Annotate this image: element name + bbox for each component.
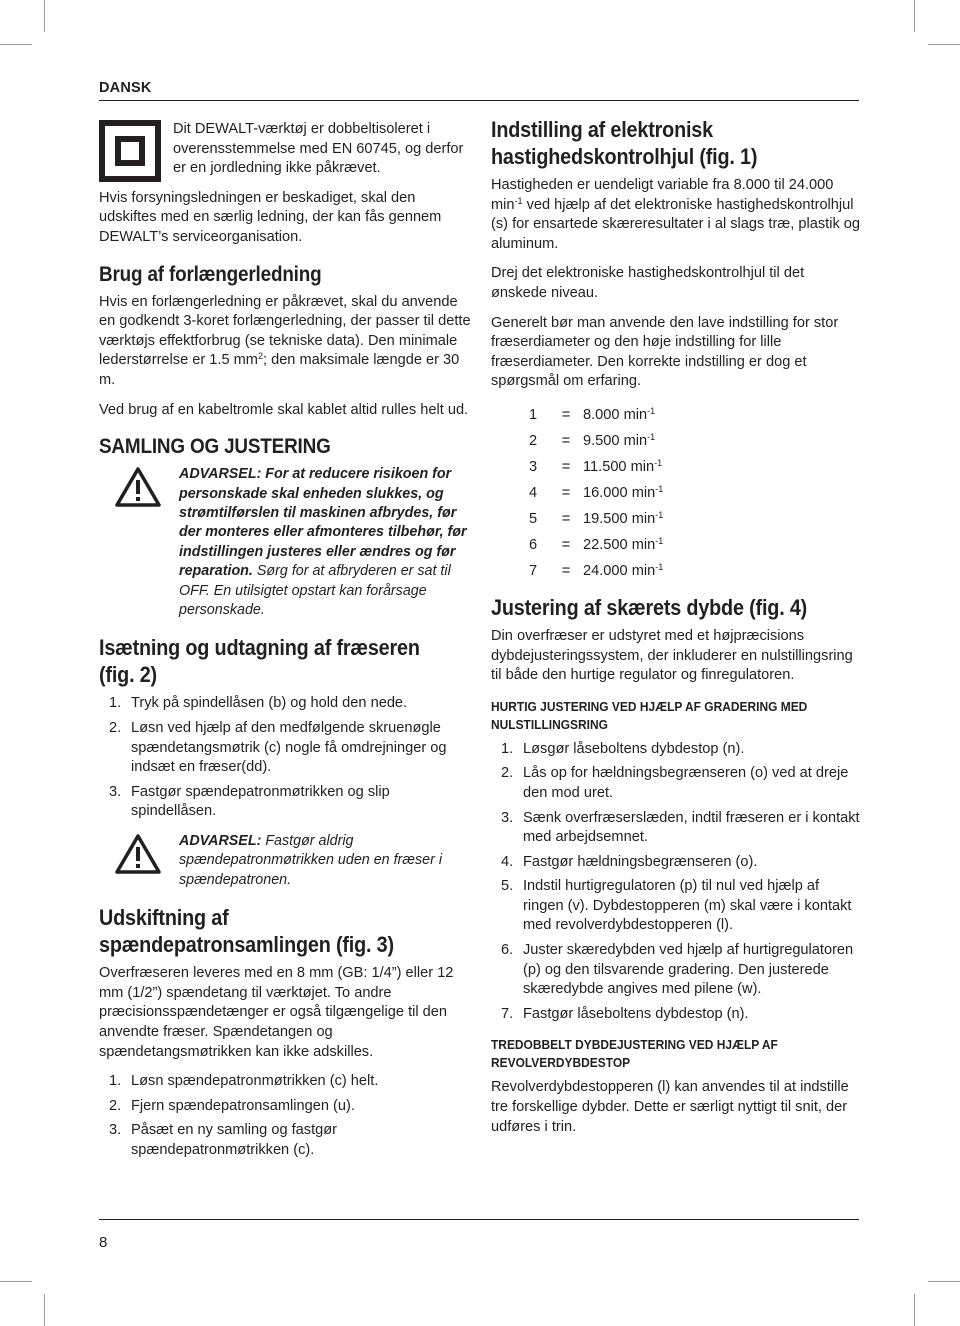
depth-heading: Justering af skærets dybde (fig. 4) xyxy=(491,594,808,620)
crop-mark xyxy=(44,1294,45,1326)
list-item: 2. Løsn ved hjælp af den medfølgende skruenøgle spændetangsmøtrik (c) nogle få omdrejninger og indsæt en fræser(dd). xyxy=(109,719,447,776)
left-column xyxy=(99,114,471,1171)
speed-paragraph-3: Generelt bør man anvende den lave indstilling for stor fræserdiameter og den høje indstilling for lille fræserdiameter. Den korrekte indstilling er dog et spørgsmål om erfaring. xyxy=(491,314,839,390)
collet-heading: Udskiftning af spændepatronsamlingen (fig. 3) xyxy=(99,905,394,958)
list-item: 2. Lås op for hældningsbegrænseren (o) ved at dreje den mod uret. xyxy=(501,765,849,801)
list-item: 3. Fastgør spændepatronmøtrikken og slip spindellåsen. xyxy=(109,783,390,820)
speed-paragraph: Hastigheden er uendeligt variable fra 8.000 til 24.000 $\min^{-1}$ ved hjælp af det elektroniske hastighedskontrolhjul (s) for ensartede skæreresultater i al slags træ, plastik og aluminum. xyxy=(491,177,861,252)
table-row: 2 = 9.500 $\min^{-1}$ xyxy=(529,431,656,449)
header-rule xyxy=(99,100,859,101)
cable-reel-paragraph: Ved brug af en kabeltromle skal kablet altid rulles helt ud. xyxy=(99,401,469,418)
insert-heading: Isætning og udtagning af fræseren (fig. 2) xyxy=(99,635,420,688)
double-insulation-icon xyxy=(99,120,161,182)
speed-table xyxy=(529,402,861,584)
table-row: 4 = 16.000 $\min^{-1}$ xyxy=(529,483,664,501)
table-row: 5 = 19.500 $\min^{-1}$ xyxy=(529,509,664,527)
list-item: 3. Påsæt en ny samling og fastgør spændepatronmøtrikken (c). xyxy=(109,1122,338,1158)
crop-mark xyxy=(0,44,32,45)
footer-rule xyxy=(99,1219,859,1220)
list-item: 1. Løsn spændepatronmøtrikken (c) helt. xyxy=(109,1073,379,1090)
assembly-warning-text: ADVARSEL: For at reducere risikoen for personskade skal enheden slukkes, og strømtilførslen til maskinen afbrydes, før der monteres eller afmonteres tilbehør, før indstillingen justeres eller ændres og før reparation. Sørg for at afbryderen er sat til OFF. En utilsigtet opstart kan forårsage personskade. xyxy=(179,466,467,618)
crop-mark xyxy=(914,0,915,32)
list-item: 3. Sænk overfræserslæden, indtil fræseren er i kontakt med arbejdsemnet. xyxy=(501,809,860,846)
crop-mark xyxy=(44,0,45,32)
insert-steps xyxy=(99,694,471,822)
collet-paragraph: Overfræseren leveres med en 8 mm (GB: 1/4”) eller 12 mm (1/2”) spændetang til værktøjet. To andre præcisionsspændetænger er også tilgængelige til den anvendte fræser. Spændetangen og spændetangsmøtrikken kan ikke adskilles. xyxy=(99,965,454,1060)
list-item: 6. Juster skæredybden ved hjælp af hurtigregulatoren (p) og den tilsvarende gradering. Den justerede skæredybde angives med pilene (w). xyxy=(501,942,854,998)
crop-mark xyxy=(928,1281,960,1282)
depth-paragraph: Din overfræser er udstyret med et højpræcisions dybdejusteringssystem, der inkluderer en nulstillingsring til både den hurtige regulator og finregulatoren. xyxy=(491,627,853,684)
list-item: 7. Fastgør låseboltens dybdestop (n). xyxy=(501,1005,749,1022)
table-row: 3 = 11.500 $\min^{-1}$ xyxy=(529,457,663,475)
right-column xyxy=(491,114,861,1147)
extension-paragraph: Hvis en forlængerledning er påkrævet, skal du anvende en godkendt 3-koret forlængerledning, der passer til dette værktøjs effektforbrug (se tekniske data). Den minimale lederstørrelse er 1.5 $mm^2$; den maksimale længde er 30 m. xyxy=(99,293,471,388)
collet-steps xyxy=(99,1072,471,1160)
assembly-warning xyxy=(99,465,471,620)
crop-mark xyxy=(928,44,960,45)
supply-cord-text: Hvis forsyningsledningen er beskadiget, skal den udskiftes med en særlig ledning, der kan fås gennem DEWALT’s serviceorganisation. xyxy=(99,189,442,245)
crop-mark xyxy=(914,1294,915,1326)
extension-heading: Brug af forlængerledning xyxy=(99,262,322,286)
double-insulation-text: Dit DEWALT-værktøj er dobbeltisoleret i overensstemmelse med EN 60745, og derfor er en jordledning ikke påkrævet. xyxy=(173,121,464,177)
table-row: 6 = 22.500 $\min^{-1}$ xyxy=(529,535,664,553)
table-row: 1 = 8.000 $\min^{-1}$ xyxy=(529,405,656,423)
insert-warning xyxy=(99,832,471,890)
depth-subheading-2: TREDOBBELT DYBDEJUSTERING VED HJÆLP AF REVOLVERDYBDESTOP xyxy=(491,1037,778,1071)
list-item: 5. Indstil hurtigregulatoren (p) til nul ved hjælp af ringen (v). Dybdestopperen (m) skal være i kontakt med revolverdybdestopperen (l). xyxy=(501,878,852,934)
revolver-paragraph: Revolverdybdestopperen (l) kan anvendes til at indstille tre forskellige dybder. Dette er særligt nyttigt til snit, der udføres i trin. xyxy=(491,1079,849,1135)
crop-mark xyxy=(0,1281,32,1282)
list-item: 1. Tryk på spindellåsen (b) og hold den nede. xyxy=(109,695,408,712)
depth-steps xyxy=(491,740,861,1025)
warning-triangle-icon xyxy=(115,467,161,507)
insert-warning-text: ADVARSEL: Fastgør aldrig spændepatronmøtrikken uden en fræser i spændepatronen. xyxy=(179,832,443,888)
double-insulation-block xyxy=(99,114,471,189)
depth-subheading-1: HURTIG JUSTERING VED HJÆLP AF GRADERING MED NULSTILLINGSRING xyxy=(491,698,808,732)
list-item: 1. Løsgør låseboltens dybdestop (n). xyxy=(501,740,745,757)
page-number: 8 xyxy=(99,1234,108,1251)
list-item: 4. Fastgør hældningsbegrænseren (o). xyxy=(501,853,758,870)
assembly-heading: SAMLING OG JUSTERING xyxy=(99,435,331,459)
speed-paragraph-2: Drej det elektroniske hastighedskontrolhjul til det ønskede niveau. xyxy=(491,265,805,301)
speed-heading: Indstilling af elektronisk hastighedskontrolhjul (fig. 1) xyxy=(491,117,758,169)
warning-triangle-icon xyxy=(115,834,161,874)
language-label: DANSK xyxy=(99,80,152,96)
list-item: 2. Fjern spændepatronsamlingen (u). xyxy=(109,1097,355,1114)
table-row: 7 = 24.000 $\min^{-1}$ xyxy=(529,561,664,579)
